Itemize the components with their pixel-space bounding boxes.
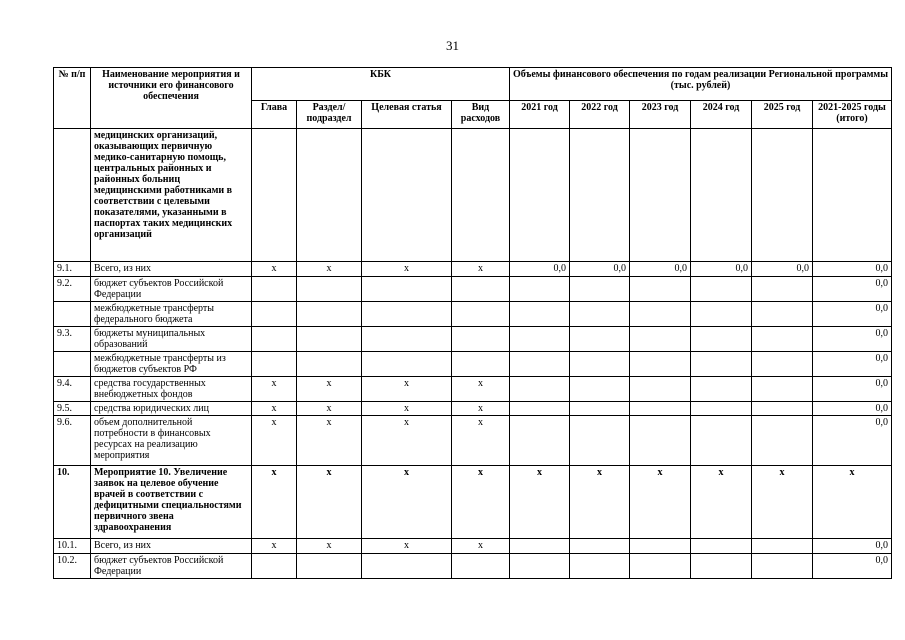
cell-total: х bbox=[813, 466, 892, 539]
header-2022: 2022 год bbox=[570, 101, 630, 129]
cell-razdel bbox=[297, 302, 362, 327]
cell-y2023 bbox=[630, 327, 691, 352]
cell-y2022 bbox=[570, 327, 630, 352]
cell-y2025 bbox=[752, 402, 813, 416]
cell-y2022 bbox=[570, 402, 630, 416]
header-statya: Целевая статья bbox=[362, 101, 452, 129]
cell-name: Мероприятие 10. Увеличение заявок на целевое обучение врачей в соответствии с дефицитными специальностями первичного звена здравоохранения bbox=[91, 466, 252, 539]
cell-glava: х bbox=[252, 262, 297, 277]
cell-y2024 bbox=[691, 402, 752, 416]
cell-y2022 bbox=[570, 377, 630, 402]
cell-razdel: х bbox=[297, 466, 362, 539]
cell-y2024: 0,0 bbox=[691, 262, 752, 277]
cell-name: межбюджетные трансферты федерального бюджета bbox=[91, 302, 252, 327]
cell-total: 0,0 bbox=[813, 539, 892, 554]
header-glava: Глава bbox=[252, 101, 297, 129]
cell-total: 0,0 bbox=[813, 352, 892, 377]
cell-razdel bbox=[297, 129, 362, 262]
header-razdel: Раздел/ подраздел bbox=[297, 101, 362, 129]
cell-y2021 bbox=[510, 277, 570, 302]
cell-num: 10. bbox=[54, 466, 91, 539]
cell-total: 0,0 bbox=[813, 402, 892, 416]
cell-y2024 bbox=[691, 539, 752, 554]
cell-name: Всего, из них bbox=[91, 539, 252, 554]
header-total: 2021-2025 годы (итого) bbox=[813, 101, 892, 129]
cell-statya: х bbox=[362, 377, 452, 402]
cell-vid bbox=[452, 129, 510, 262]
cell-statya: х bbox=[362, 539, 452, 554]
table-row bbox=[54, 416, 892, 466]
cell-statya bbox=[362, 554, 452, 579]
cell-y2023 bbox=[630, 352, 691, 377]
cell-y2021 bbox=[510, 539, 570, 554]
header-num: № п/п bbox=[54, 68, 91, 129]
page-number: 31 bbox=[446, 38, 459, 53]
cell-y2025 bbox=[752, 416, 813, 466]
cell-statya bbox=[362, 129, 452, 262]
cell-y2024 bbox=[691, 416, 752, 466]
cell-y2022 bbox=[570, 539, 630, 554]
header-2021: 2021 год bbox=[510, 101, 570, 129]
table-row bbox=[54, 302, 892, 327]
table-body bbox=[54, 129, 892, 579]
cell-glava: х bbox=[252, 416, 297, 466]
cell-name: бюджеты муниципальных образований bbox=[91, 327, 252, 352]
cell-vid bbox=[452, 554, 510, 579]
cell-y2025 bbox=[752, 302, 813, 327]
cell-y2023 bbox=[630, 416, 691, 466]
cell-total: 0,0 bbox=[813, 377, 892, 402]
table-row bbox=[54, 554, 892, 579]
cell-y2024 bbox=[691, 377, 752, 402]
cell-name: Всего, из них bbox=[91, 262, 252, 277]
cell-y2024: х bbox=[691, 466, 752, 539]
cell-y2021: 0,0 bbox=[510, 262, 570, 277]
cell-num: 10.1. bbox=[54, 539, 91, 554]
cell-y2025 bbox=[752, 352, 813, 377]
cell-y2024 bbox=[691, 129, 752, 262]
cell-name: медицинских организаций, оказывающих первичную медико-санитарную помощь, центральных районных и районных больниц медицинскими работниками в соответствии с целевыми показателями, указанными в паспортах таких медицинских организаций bbox=[91, 129, 252, 262]
cell-vid: х bbox=[452, 262, 510, 277]
table-row bbox=[54, 352, 892, 377]
cell-glava: х bbox=[252, 466, 297, 539]
cell-total: 0,0 bbox=[813, 416, 892, 466]
cell-y2024 bbox=[691, 352, 752, 377]
cell-name: средства государственных внебюджетных фондов bbox=[91, 377, 252, 402]
cell-y2021: х bbox=[510, 466, 570, 539]
cell-statya: х bbox=[362, 416, 452, 466]
cell-y2024 bbox=[691, 554, 752, 579]
cell-name: средства юридических лиц bbox=[91, 402, 252, 416]
cell-num: 9.4. bbox=[54, 377, 91, 402]
cell-vid: х bbox=[452, 402, 510, 416]
header-2023: 2023 год bbox=[630, 101, 691, 129]
cell-y2021 bbox=[510, 402, 570, 416]
cell-statya bbox=[362, 302, 452, 327]
budget-table bbox=[53, 67, 892, 579]
cell-vid bbox=[452, 327, 510, 352]
cell-y2023 bbox=[630, 129, 691, 262]
cell-y2022 bbox=[570, 277, 630, 302]
table-header bbox=[54, 68, 892, 129]
cell-y2025 bbox=[752, 539, 813, 554]
cell-statya bbox=[362, 352, 452, 377]
cell-y2021 bbox=[510, 377, 570, 402]
cell-y2021 bbox=[510, 352, 570, 377]
cell-y2025 bbox=[752, 277, 813, 302]
cell-num: 10.2. bbox=[54, 554, 91, 579]
cell-glava bbox=[252, 277, 297, 302]
cell-razdel: х bbox=[297, 416, 362, 466]
table-row bbox=[54, 466, 892, 539]
cell-total: 0,0 bbox=[813, 554, 892, 579]
cell-razdel bbox=[297, 327, 362, 352]
cell-y2021 bbox=[510, 554, 570, 579]
cell-y2024 bbox=[691, 277, 752, 302]
cell-glava bbox=[252, 129, 297, 262]
table-row bbox=[54, 277, 892, 302]
header-volumes: Объемы финансового обеспечения по годам реализации Региональной программы (тыс. рублей) bbox=[510, 68, 892, 101]
cell-razdel: х bbox=[297, 262, 362, 277]
cell-total: 0,0 bbox=[813, 327, 892, 352]
cell-y2022 bbox=[570, 352, 630, 377]
cell-razdel: х bbox=[297, 402, 362, 416]
cell-razdel: х bbox=[297, 377, 362, 402]
cell-y2025 bbox=[752, 554, 813, 579]
cell-name: бюджет субъектов Российской Федерации bbox=[91, 277, 252, 302]
cell-y2023: 0,0 bbox=[630, 262, 691, 277]
cell-y2024 bbox=[691, 302, 752, 327]
cell-vid: х bbox=[452, 416, 510, 466]
cell-statya bbox=[362, 277, 452, 302]
cell-razdel bbox=[297, 554, 362, 579]
cell-razdel bbox=[297, 277, 362, 302]
header-2024: 2024 год bbox=[691, 101, 752, 129]
cell-vid: х bbox=[452, 466, 510, 539]
cell-statya bbox=[362, 327, 452, 352]
cell-num: 9.1. bbox=[54, 262, 91, 277]
cell-y2025 bbox=[752, 377, 813, 402]
cell-y2022 bbox=[570, 129, 630, 262]
cell-total: 0,0 bbox=[813, 302, 892, 327]
cell-num bbox=[54, 302, 91, 327]
header-vid: Вид расходов bbox=[452, 101, 510, 129]
table-row bbox=[54, 327, 892, 352]
cell-glava bbox=[252, 327, 297, 352]
cell-y2021 bbox=[510, 327, 570, 352]
cell-y2021 bbox=[510, 302, 570, 327]
cell-total: 0,0 bbox=[813, 262, 892, 277]
cell-y2022 bbox=[570, 302, 630, 327]
header-2025: 2025 год bbox=[752, 101, 813, 129]
cell-glava: х bbox=[252, 377, 297, 402]
cell-num: 9.2. bbox=[54, 277, 91, 302]
cell-glava: х bbox=[252, 539, 297, 554]
header-kbk: КБК bbox=[252, 68, 510, 101]
table-row bbox=[54, 539, 892, 554]
cell-razdel: х bbox=[297, 539, 362, 554]
cell-y2022: 0,0 bbox=[570, 262, 630, 277]
cell-statya: х bbox=[362, 402, 452, 416]
cell-y2021 bbox=[510, 129, 570, 262]
cell-name: объем дополнительной потребности в финансовых ресурсах на реализацию мероприятия bbox=[91, 416, 252, 466]
cell-y2023 bbox=[630, 277, 691, 302]
table-row bbox=[54, 377, 892, 402]
cell-vid bbox=[452, 277, 510, 302]
cell-vid bbox=[452, 352, 510, 377]
cell-glava bbox=[252, 554, 297, 579]
cell-num bbox=[54, 352, 91, 377]
cell-y2023 bbox=[630, 377, 691, 402]
cell-glava bbox=[252, 302, 297, 327]
cell-num bbox=[54, 129, 91, 262]
cell-glava: х bbox=[252, 402, 297, 416]
cell-y2023 bbox=[630, 302, 691, 327]
header-name: Наименование мероприятия и источники его финансового обеспечения bbox=[91, 68, 252, 129]
cell-total bbox=[813, 129, 892, 262]
table-row bbox=[54, 262, 892, 277]
cell-y2025: х bbox=[752, 466, 813, 539]
table-row bbox=[54, 129, 892, 262]
cell-vid: х bbox=[452, 539, 510, 554]
cell-y2025 bbox=[752, 129, 813, 262]
cell-y2023 bbox=[630, 554, 691, 579]
cell-name: бюджет субъектов Российской Федерации bbox=[91, 554, 252, 579]
table-row bbox=[54, 402, 892, 416]
cell-y2023: х bbox=[630, 466, 691, 539]
cell-num: 9.3. bbox=[54, 327, 91, 352]
cell-razdel bbox=[297, 352, 362, 377]
cell-num: 9.6. bbox=[54, 416, 91, 466]
cell-y2025: 0,0 bbox=[752, 262, 813, 277]
cell-y2022: х bbox=[570, 466, 630, 539]
cell-name: межбюджетные трансферты из бюджетов субъектов РФ bbox=[91, 352, 252, 377]
cell-y2021 bbox=[510, 416, 570, 466]
cell-statya: х bbox=[362, 262, 452, 277]
cell-num: 9.5. bbox=[54, 402, 91, 416]
cell-y2023 bbox=[630, 402, 691, 416]
cell-glava bbox=[252, 352, 297, 377]
cell-y2022 bbox=[570, 554, 630, 579]
cell-vid bbox=[452, 302, 510, 327]
cell-y2022 bbox=[570, 416, 630, 466]
cell-y2023 bbox=[630, 539, 691, 554]
cell-y2025 bbox=[752, 327, 813, 352]
cell-vid: х bbox=[452, 377, 510, 402]
cell-y2024 bbox=[691, 327, 752, 352]
cell-statya: х bbox=[362, 466, 452, 539]
cell-total: 0,0 bbox=[813, 277, 892, 302]
